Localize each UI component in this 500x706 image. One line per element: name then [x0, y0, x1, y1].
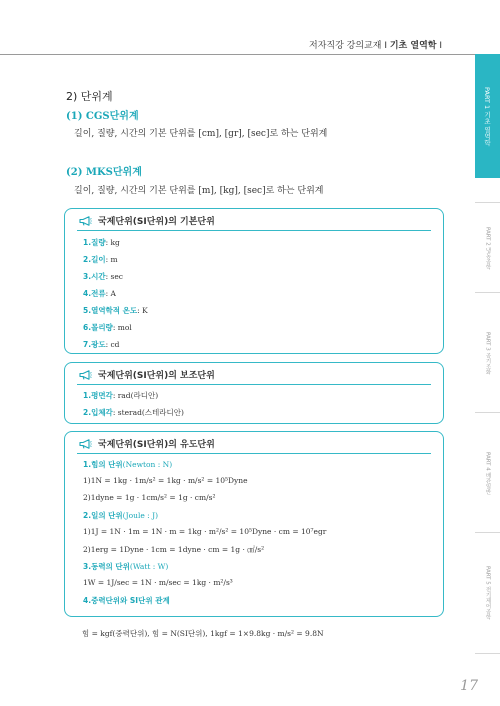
si-supplementary-units-box	[64, 362, 444, 424]
header-separator: I	[384, 41, 387, 51]
running-header	[309, 38, 442, 51]
megaphone-icon	[79, 216, 92, 226]
base-unit-item	[83, 305, 148, 316]
base-unit-value: : A	[105, 289, 116, 298]
formula-line: 1W = 1J/sec = 1N · m/sec = 1kg · m²/s³	[83, 578, 233, 587]
derived-unit-heading-key: 1.힘의 단위	[83, 460, 123, 469]
supplementary-unit-value: : sterad(스테라디안)	[112, 408, 184, 417]
header-title: 기초 열역학	[389, 41, 437, 51]
box-divider	[77, 453, 431, 454]
tab-part-5[interactable]	[475, 532, 500, 654]
base-unit-key: 4.전류	[83, 289, 106, 298]
si-derived-units-title	[79, 437, 215, 450]
base-unit-key: 5.열역학적 온도	[83, 306, 138, 315]
base-unit-item	[83, 288, 116, 299]
si-derived-units-title-text: 국제단위(SI단위)의 유도단위	[98, 440, 215, 450]
derived-unit-heading-value: (Newton : N)	[122, 460, 173, 469]
base-unit-value: : m	[105, 255, 118, 264]
si-base-units-box	[64, 208, 444, 354]
base-unit-key: 6.몰리량	[83, 323, 113, 332]
formula-line: 1)1N = 1kg · 1m/s² = 1kg · m/s² = 10⁵Dyne	[83, 476, 248, 485]
derived-unit-heading-key: 4.중력단위와 SI단위 관계	[83, 596, 170, 605]
si-derived-units-box	[64, 431, 444, 617]
base-unit-key: 1.질량	[83, 238, 106, 247]
base-unit-value: : mol	[112, 323, 132, 332]
formula-line: 2)1erg = 1Dyne · 1cm = 1dyne · cm = 1g · ㎠/s²	[83, 545, 265, 554]
base-unit-value: : K	[137, 306, 148, 315]
base-unit-item	[83, 271, 123, 282]
cgs-description: 길이, 질량, 시간의 기본 단위를 [cm], [gr], [sec]로 하는 단위계	[74, 129, 328, 139]
tab-part-4[interactable]	[475, 412, 500, 533]
supplementary-unit-item	[83, 390, 158, 401]
base-unit-key: 7.광도	[83, 340, 106, 349]
header-rule	[0, 54, 475, 55]
header-text: 저자직강 강의교재	[309, 41, 382, 51]
derived-unit-heading	[83, 595, 170, 606]
derived-unit-heading-value: (Joule : J)	[122, 511, 159, 520]
base-unit-item	[83, 322, 132, 333]
base-unit-key: 2.길이	[83, 255, 106, 264]
derived-unit-heading	[83, 459, 172, 470]
derived-unit-heading	[83, 561, 168, 572]
cgs-title: (1) CGS단위계	[66, 111, 139, 122]
supplementary-unit-key: 2.입체각	[83, 408, 113, 417]
derived-unit-heading-key: 3.동력의 단위	[83, 562, 130, 571]
header-separator-2: I	[439, 41, 442, 51]
tab-part-2-label: PART 2 냉동공학	[484, 226, 491, 270]
supplementary-unit-item	[83, 407, 184, 418]
tab-part-2[interactable]	[475, 202, 500, 293]
base-unit-item	[83, 237, 120, 248]
si-base-units-title	[79, 214, 215, 227]
supplementary-unit-value: : rad(라디안)	[112, 391, 159, 400]
derived-unit-heading-key: 2.일의 단위	[83, 511, 123, 520]
si-base-units-title-text: 국제단위(SI단위)의 기본단위	[98, 217, 215, 227]
tab-part-1[interactable]	[475, 54, 500, 178]
box-divider	[77, 384, 431, 385]
tab-part-1-label: PART 1 기초 열역학	[483, 86, 491, 146]
base-unit-item	[83, 339, 119, 350]
megaphone-icon	[79, 370, 92, 380]
base-unit-key: 3.시간	[83, 272, 106, 281]
derived-unit-heading-value: (Watt : W)	[129, 562, 169, 571]
si-supplementary-units-title	[79, 368, 215, 381]
tab-part-3-label: PART 3 공기조화	[484, 331, 491, 375]
tab-part-3[interactable]	[475, 292, 500, 413]
tab-part-4-label: PART 4 배관일반	[484, 451, 491, 495]
formula-line: 1)1J = 1N · 1m = 1N · m = 1kg · m²/s² = 10⁵Dyne · cm = 10⁷egr	[83, 527, 327, 536]
base-unit-value: : sec	[105, 272, 123, 281]
mks-title: (2) MKS단위계	[66, 167, 142, 178]
si-supplementary-units-title-text: 국제단위(SI단위)의 보조단위	[98, 371, 215, 381]
base-unit-value: : cd	[105, 340, 120, 349]
formula-line: 2)1dyne = 1g · 1cm/s² = 1g · cm/s²	[83, 493, 216, 502]
formula-line: 힘 = kgf(중력단위), 힘 = N(SI단위), 1kgf = 1×9.8kg · m/s² = 9.8N	[82, 629, 324, 638]
base-unit-item	[83, 254, 118, 265]
tab-part-5-label: PART 5 전기제어공학	[484, 566, 491, 620]
mks-description: 길이, 질량, 시간의 기본 단위를 [m], [kg], [sec]로 하는 단위계	[74, 186, 324, 196]
page-number: 17	[460, 678, 478, 694]
base-unit-value: : kg	[105, 238, 120, 247]
supplementary-unit-key: 1.평면각	[83, 391, 113, 400]
box-divider	[77, 230, 431, 231]
derived-unit-heading	[83, 510, 158, 521]
section-title: 2) 단위계	[66, 90, 113, 103]
megaphone-icon	[79, 439, 92, 449]
